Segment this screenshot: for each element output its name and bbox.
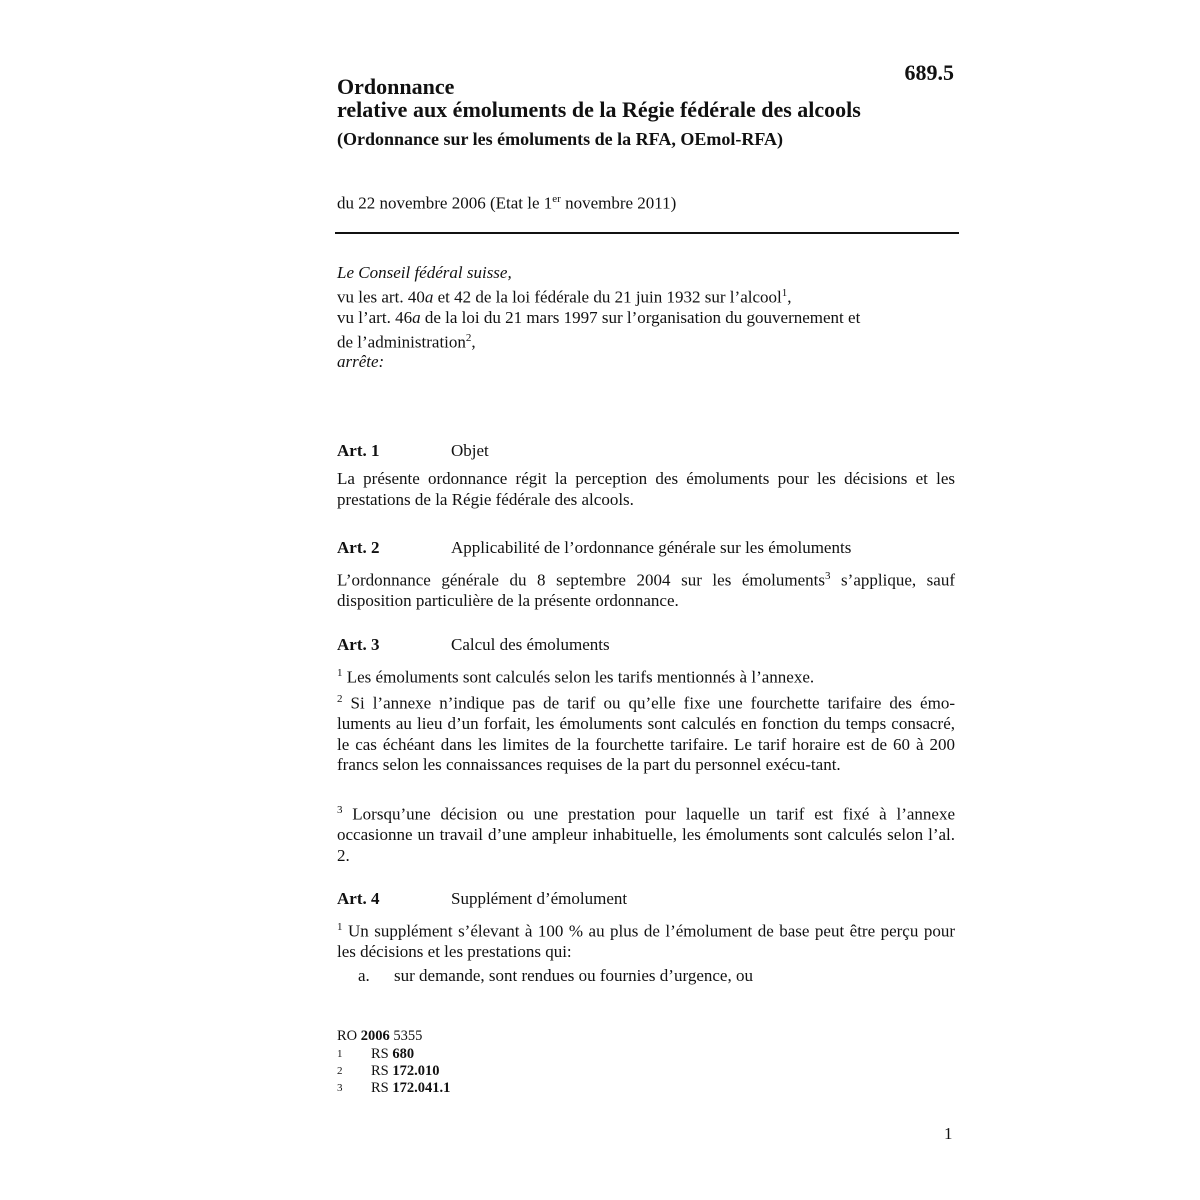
article-3-paragraph-2: $^2$ Si l’annexe n’indique pas de tarif ou qu’elle fixe une fourchette tarifaire des émo-luments au lieu d’un forfait, les émoluments sont calculés en fonction du temps consacré, le cas échéant dans les limites de la fourchette tarifaire. Le tarif horaire est de 60 à 200 francs selon les connaissances requises de la part du personnel exécu-tant. xyxy=(337,693,955,775)
article-2-heading xyxy=(337,538,851,558)
enum-label: a. xyxy=(358,966,370,985)
footnote-ref-1[interactable]: 1 xyxy=(781,287,788,299)
article-3-paragraph-1: $^1$ Les émoluments sont calculés selon les tarifs mentionnés à l’annexe. xyxy=(337,667,815,687)
sr-number: 689.5 xyxy=(904,60,954,85)
document-date xyxy=(337,193,676,214)
preamble-line-1: vu les art. 40a et 42 de la loi fédérale du 21 juin 1932 sur l’alcool$^1$, xyxy=(337,287,792,307)
article-3-paragraph-3: $^3$ Lorsqu’une décision ou une prestation pour laquelle un tarif est fixé à l’annexe occasionne un travail d’une ampleur inhabituelle, les émoluments sont calculés selon l’al. 2. xyxy=(337,804,955,865)
date-sup: er xyxy=(552,193,561,205)
preamble-decree: arrête: xyxy=(337,352,385,372)
page-number: 1 xyxy=(944,1124,953,1143)
article-3-heading xyxy=(337,635,610,655)
article-title: Applicabilité de l’ordonnance générale sur les émoluments xyxy=(451,538,852,557)
date-prefix: du 22 novembre 2006 (Etat le 1 xyxy=(337,193,553,213)
article-title: Objet xyxy=(451,441,489,460)
footnote-3: 3 RS 172.041.1 xyxy=(337,1080,451,1096)
article-number: Art. 4 xyxy=(337,889,380,908)
footnote-ref-2[interactable]: 2 xyxy=(465,331,472,344)
article-1-text: La présente ordonnance régit la perception des émoluments pour les décisions et les prestations de la Régie fédérale des alcools. xyxy=(337,469,955,509)
enum-text: sur demande, sont rendues ou fournies d’urgence, ou xyxy=(394,966,753,985)
preamble-line-2: vu l’art. 46a de la loi du 21 mars 1997 sur l’organisation du gouvernement et xyxy=(337,307,861,327)
date-suffix: novembre 2011) xyxy=(560,193,677,213)
article-4-item-a xyxy=(358,966,753,986)
article-4-paragraph-1: $^1$ Un supplément s’élevant à 100 % au plus de l’émolument de base peut être perçu pour les décisions et les prestations qui: xyxy=(337,921,955,962)
title-line-1: Ordonnance xyxy=(337,74,455,99)
preamble-authority: Le Conseil fédéral suisse, xyxy=(337,263,512,282)
article-title: Calcul des émoluments xyxy=(451,635,610,654)
preamble-line-3: de l’administration$^2$, xyxy=(337,331,476,352)
article-number: Art. 2 xyxy=(337,538,380,557)
footnote-1: 1 RS 680 xyxy=(337,1046,415,1062)
article-4-heading xyxy=(337,889,627,909)
article-number: Art. 1 xyxy=(337,441,380,460)
article-number: Art. 3 xyxy=(337,635,380,654)
footnote-2: 2 RS 172.010 xyxy=(337,1063,440,1079)
article-1-heading xyxy=(337,441,489,461)
title-divider xyxy=(335,232,959,234)
footnote-ref-3[interactable]: 3 xyxy=(824,570,831,582)
article-2-text: L’ordonnance générale du 8 septembre 2004 sur les émoluments$^3$ s’applique, sauf disposition particulière de la présente ordonnance. xyxy=(337,570,955,611)
article-title: Supplément d’émolument xyxy=(451,889,628,908)
preamble xyxy=(337,263,957,372)
title-short: (Ordonnance sur les émoluments de la RFA, OEmol-RFA) xyxy=(337,129,783,149)
title-line-2: relative aux émoluments de la Régie fédérale des alcools xyxy=(337,97,861,122)
ro-reference: RO 2006 5355 xyxy=(337,1028,423,1044)
